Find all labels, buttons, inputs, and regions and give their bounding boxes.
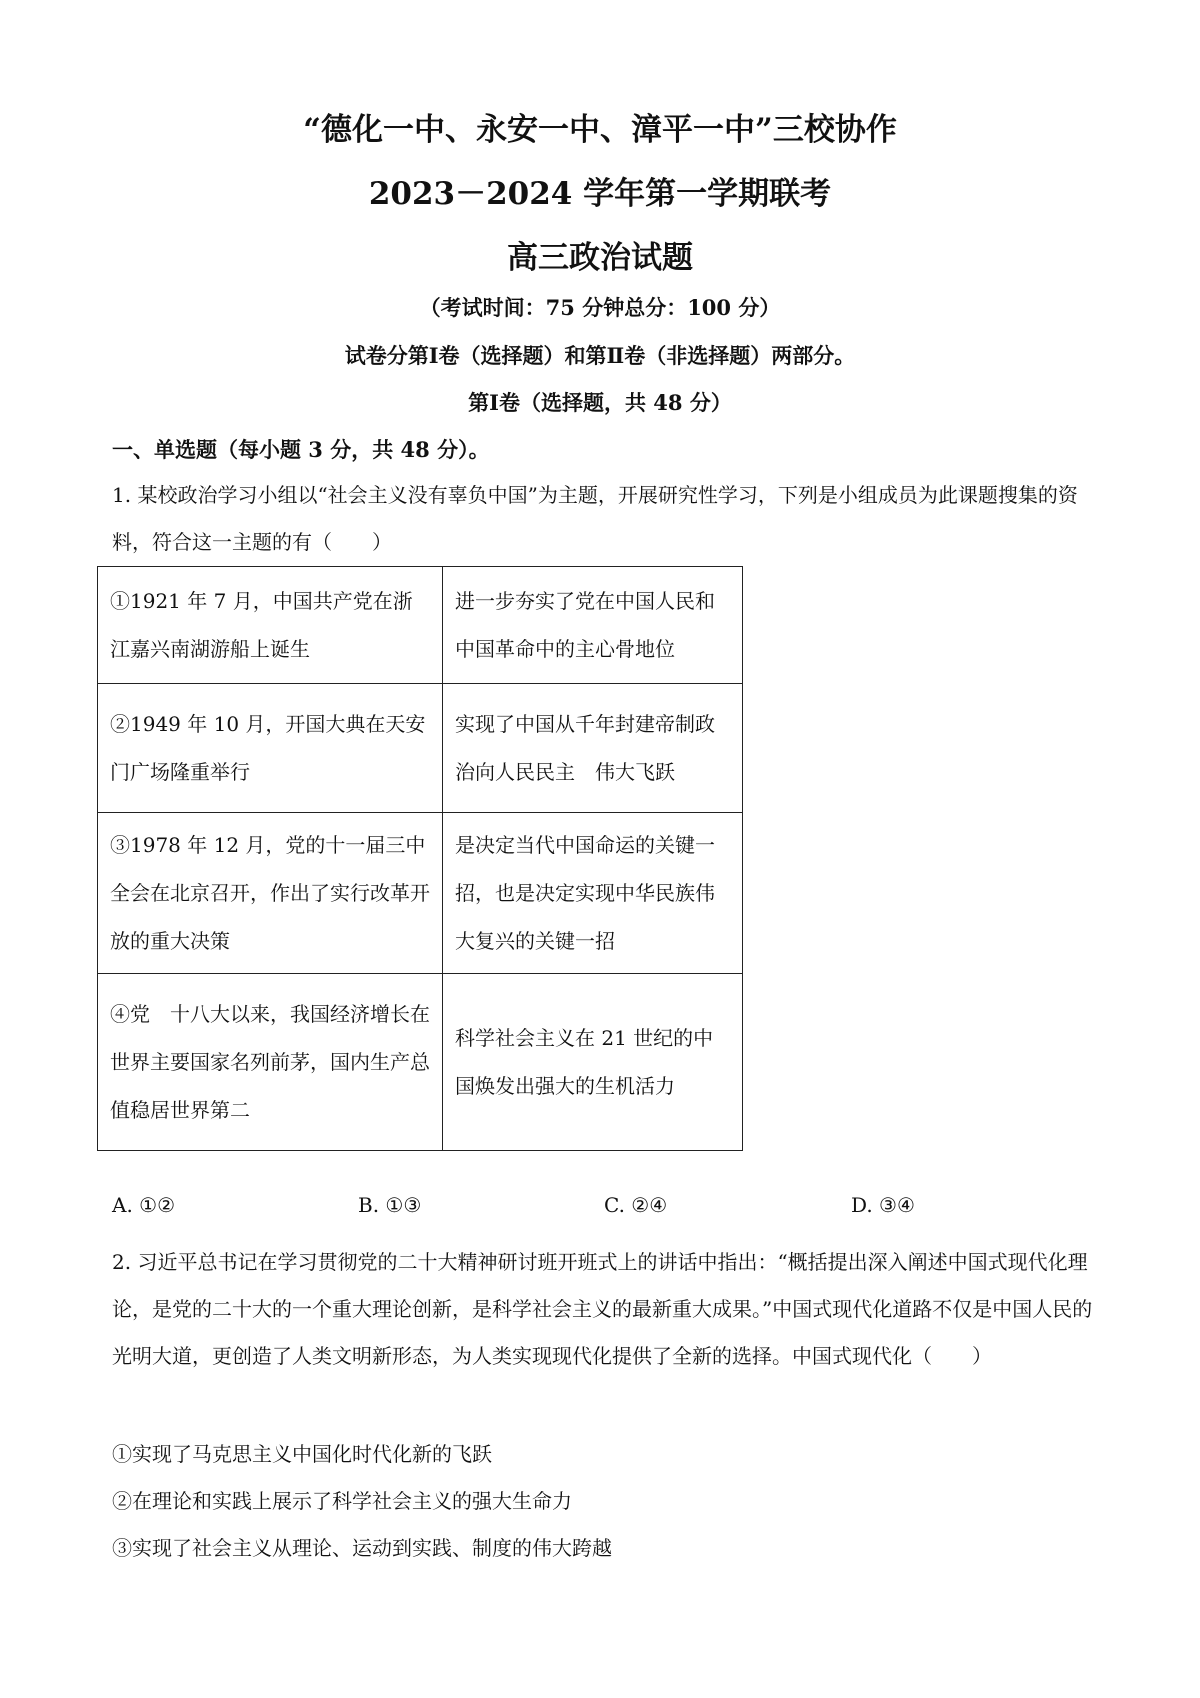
option-a[interactable]: A. ①② <box>112 1193 176 1217</box>
table-cell-meaning: 是决定当代中国命运的关键一招，也是决定实现中华民族伟大复兴的关键一招 <box>443 813 743 974</box>
exam-info: （考试时间：75 分钟总分：100 分） <box>419 295 781 320</box>
question-1-table <box>97 566 743 1151</box>
exam-title-subject: 高三政治试题 <box>507 240 693 276</box>
table-row <box>98 974 743 1151</box>
section-title: 一、单选题（每小题 3 分，共 48 分）。 <box>112 437 490 462</box>
option-d[interactable]: D. ③④ <box>851 1193 915 1217</box>
table-cell-meaning: 实现了中国从千年封建帝制政治向人民民主 伟大飞跃 <box>443 684 743 813</box>
question-1-stem: 1. 某校政治学习小组以“社会主义没有辜负中国”为主题，开展研究性学习，下列是小组成员为此课题搜集的资料，符合这一主题的有（ ） <box>112 483 1078 554</box>
option-c[interactable]: C. ②④ <box>604 1193 668 1217</box>
question-2-item-1: ①实现了马克思主义中国化时代化新的飞跃 <box>112 1442 492 1466</box>
table-cell-event: ①1921 年 7 月，中国共产党在浙江嘉兴南湖游船上诞生 <box>98 567 443 684</box>
table-row <box>98 684 743 813</box>
exam-title-term: 2023－2024 学年第一学期联考 <box>368 176 832 212</box>
question-2-item-3: ③实现了社会主义从理论、运动到实践、制度的伟大跨越 <box>112 1536 612 1560</box>
table-cell-event: ②1949 年 10 月，开国大典在天安门广场隆重举行 <box>98 684 443 813</box>
table-cell-meaning: 科学社会主义在 21 世纪的中国焕发出强大的生机活力 <box>443 974 743 1151</box>
table-cell-event: ③1978 年 12 月，党的十一届三中全会在北京召开，作出了实行改革开放的重大决策 <box>98 813 443 974</box>
table-cell-meaning: 进一步夯实了党在中国人民和中国革命中的主心骨地位 <box>443 567 743 684</box>
table-cell-event: ④党 十八大以来，我国经济增长在世界主要国家名列前茅，国内生产总值稳居世界第二 <box>98 974 443 1151</box>
question-2-item-2: ②在理论和实践上展示了科学社会主义的强大生命力 <box>112 1489 572 1513</box>
table-row <box>98 813 743 974</box>
question-2-stem: 2. 习近平总书记在学习贯彻党的二十大精神研讨班开班式上的讲话中指出：“概括提出深入阐述中国式现代化理论，是党的二十大的一个重大理论创新，是科学社会主义的最新重大成果。”中国式现代化道路不仅是中国人民的光明大道，更创造了人类文明新形态，为人类实现现代化提供了全新的选择。中国式现代化（ ） <box>112 1250 1093 1368</box>
table-row <box>98 567 743 684</box>
exam-title-schools: “德化一中、永安一中、漳平一中”三校协作 <box>303 112 897 148</box>
volume-heading: 第Ⅰ卷（选择题，共 48 分） <box>468 390 732 415</box>
exam-parts-note: 试卷分第Ⅰ卷（选择题）和第Ⅱ卷（非选择题）两部分。 <box>344 343 856 368</box>
option-b[interactable]: B. ①③ <box>358 1193 422 1217</box>
